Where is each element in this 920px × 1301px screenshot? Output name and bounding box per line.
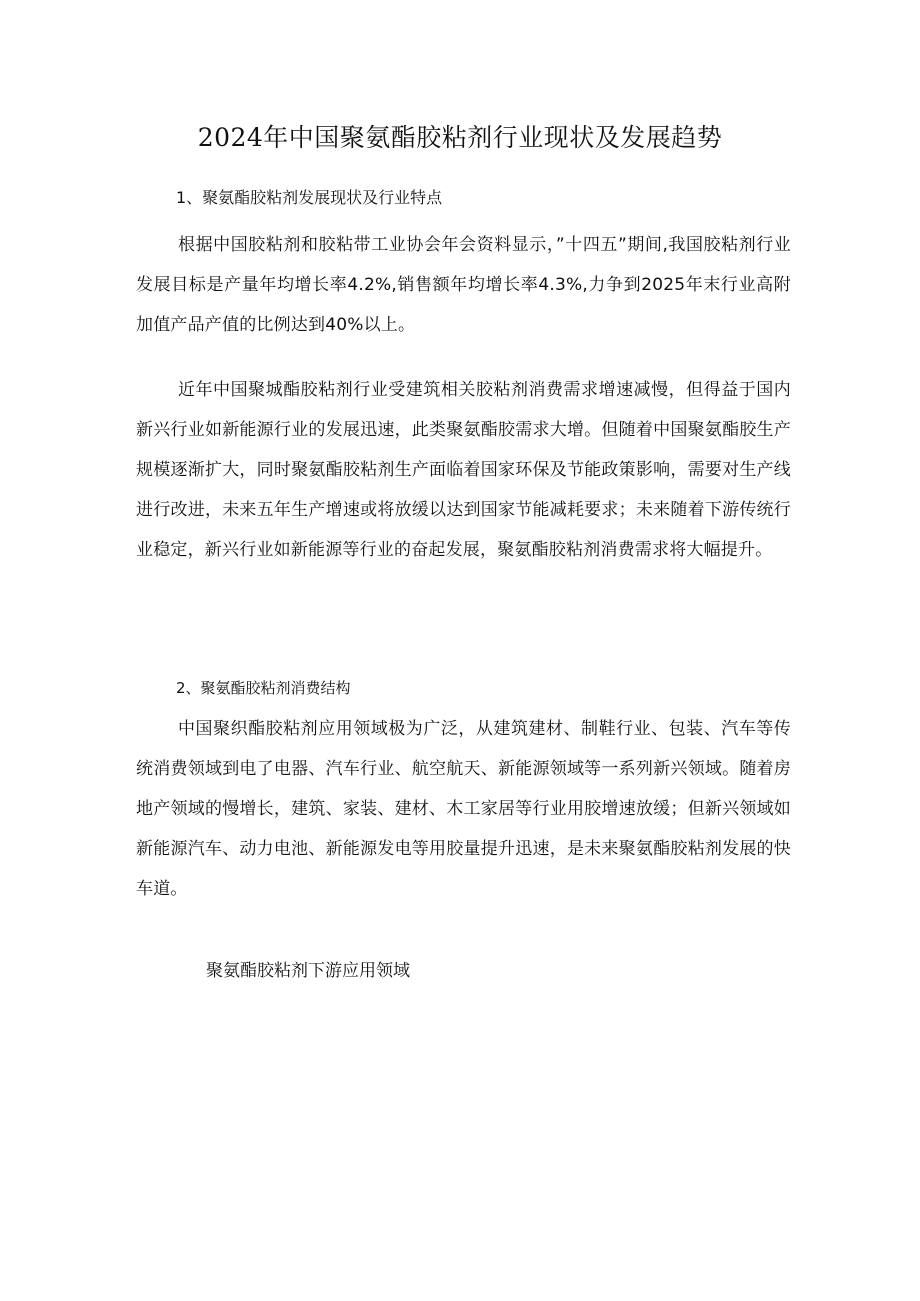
paragraph: 根据中国胶粘剂和胶粘带工业协会年会资料显示，”十四五”期间,我国胶粘剂行业发展目标是产量年均增长率4.2%,销售额年均增长率4.3%,力争到2025年末行业高附加值产品产值的比例达到40%以上。 bbox=[136, 235, 791, 335]
figure-caption: 聚氨酯胶粘剂下游应用领域 bbox=[206, 961, 410, 981]
paragraph: 中国聚织酯胶粘剂应用领域极为广泛，从建筑建材、制鞋行业、包装、汽车等传统消费领域到电了电器、汽车行业、航空航天、新能源领域等一系列新兴领域。随着房地产领域的慢增长，建筑、家装、建材、木工家居等行业用胶增速放缓；但新兴领域如新能源汽车、动力电池、新能源发电等用胶量提升迅速，是未来聚氨酯胶粘剂发展的快车道。 bbox=[136, 719, 791, 899]
document-title: 2024年中国聚氨酯胶粘剂行业现状及发展趋势 bbox=[197, 123, 723, 152]
section-heading-1: 1、聚氨酯胶粘剂发展现状及行业特点 bbox=[176, 188, 443, 207]
section-heading-2: 2、聚氨酯胶粘剂消费结构 bbox=[176, 679, 351, 697]
paragraph: 近年中国聚城酯胶粘剂行业受建筑相关胶粘剂消费需求增速减慢，但得益于国内新兴行业如新能源行业的发展迅速，此类聚氨酯胶需求大增。但随着中国聚氨酯胶生产规模逐渐扩大，同时聚氨酯胶粘剂生产面临着国家环保及节能政策影响，需要对生产线进行改进，未来五年生产增速或将放缓以达到国家节能减耗要求；未来随着下游传统行业稳定，新兴行业如新能源等行业的奋起发展，聚氨酯胶粘剂消费需求将大幅提升。 bbox=[136, 380, 791, 560]
